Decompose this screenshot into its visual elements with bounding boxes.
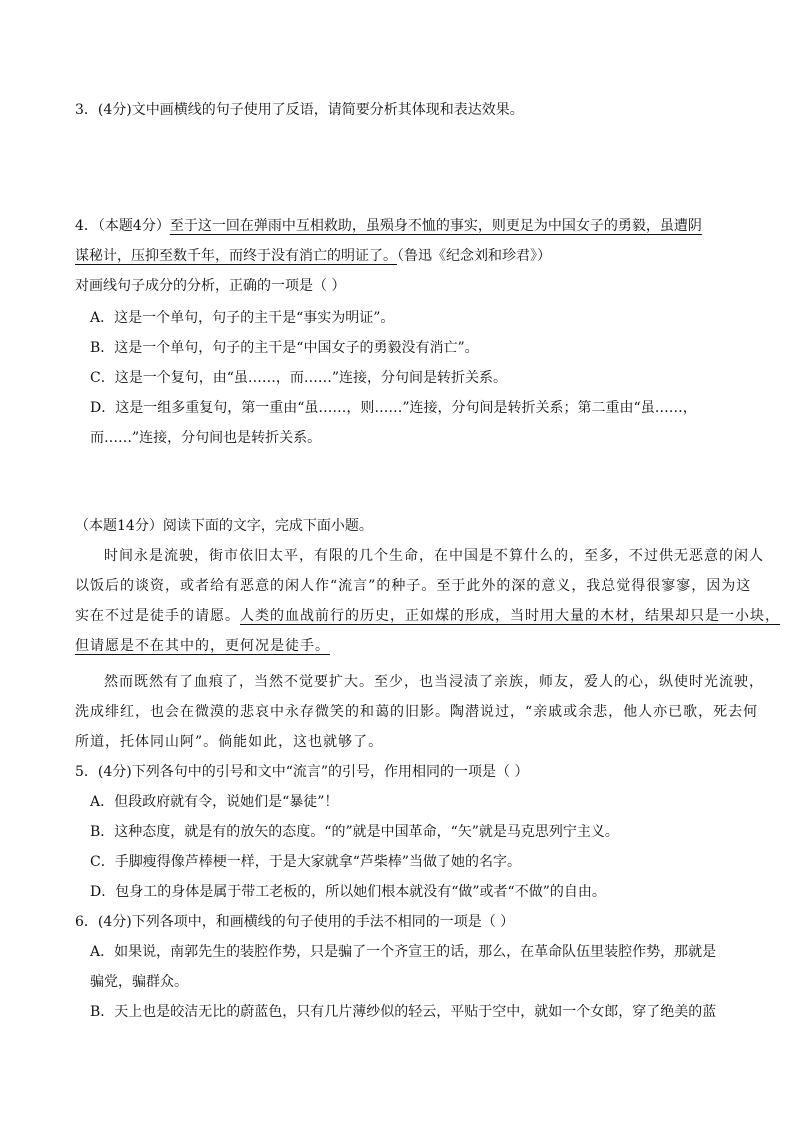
passage-underlined-sentence-part-2: 但请愿是不在其中的，更何况是徒手。 xyxy=(75,638,330,654)
passage-p1-line-3-plain: 实在不过是徒手的请愿。 xyxy=(75,608,240,624)
passage-intro: （本题14分）阅读下面的文字，完成下面小题。 xyxy=(75,518,373,534)
q6-option-b-line-1: B．天上也是皎洁无比的蔚蓝色，只有几片薄纱似的轻云，平贴于空中，就如一个女郎，穿了绝美的蓝 xyxy=(90,1004,717,1020)
q4-line-2 xyxy=(75,246,551,266)
q4-stem: 对画线句子成分的分析，正确的一项是（ ） xyxy=(75,278,346,294)
q4-option-a: A．这是一个单句，句子的主干是“事实为明证”。 xyxy=(90,310,395,326)
q5-option-c: C．手脚瘦得像芦棒梗一样，于是大家就拿“芦柴棒”当做了她的名字。 xyxy=(90,854,522,870)
q4-option-d-line-1: D．这是一组多重复句，第一重由“虽……，则……”连接，分句间是转折关系；第二重由“虽……， xyxy=(90,400,697,416)
q4-option-d-line-2: 而……”连接，分句间也是转折关系。 xyxy=(90,430,322,446)
q3-text: 3．(4分)文中画横线的句子使用了反语，请简要分析其体现和表达效果。 xyxy=(75,102,524,118)
passage-p2-line-1: 然而既然有了血痕了，当然不觉要扩大。至少，也当浸渍了亲族，师友，爱人的心，纵使时光流驶， xyxy=(104,674,764,690)
q5-stem: 5．(4分)下列各句中的引号和文中“流言”的引号，作用相同的一项是（ ） xyxy=(75,764,529,780)
passage-p1-line-3 xyxy=(75,606,780,626)
q5-option-a: A．但段政府就有令，说她们是“暴徒”！ xyxy=(90,794,339,810)
q6-option-a-line-1: A．如果说，南郭先生的装腔作势，只是骗了一个齐宣王的话，那么，在革命队伍里装腔作势，那就是 xyxy=(90,944,717,960)
q4-underlined-sentence-part-2: 谋秘计，压抑至数千年，而终于没有消亡的明证了。 xyxy=(75,248,397,264)
q4-source: （鲁迅《纪念刘和珍君》） xyxy=(397,248,551,264)
passage-p2-line-2: 洗成绯红，也会在微漠的悲哀中永存微笑的和蔼的旧影。陶潜说过，“亲戚或余悲，他人亦已歌，死去何 xyxy=(75,704,759,720)
passage-p1-line-2: 以饭后的谈资，或者给有恶意的闲人作“流言”的种子。至于此外的深的意义，我总觉得很寥寥，因为这 xyxy=(75,578,752,594)
q4-option-c: C．这是一个复句，由“虽……，而……”连接，分句间是转折关系。 xyxy=(90,370,508,386)
q4-line-1 xyxy=(75,216,702,236)
passage-p1-line-4 xyxy=(75,636,330,656)
passage-p2-line-3: 所道，托体同山阿”。倘能如此，这也就够了。 xyxy=(75,734,384,750)
passage-underlined-sentence-part-1: 人类的血战前行的历史，正如煤的形成，当时用大量的木材，结果却只是一小块， xyxy=(240,608,780,624)
q5-option-b: B．这种态度，就是有的放矢的态度。“的”就是中国革命，“矢”就是马克思列宁主义。 xyxy=(90,824,619,840)
q6-stem: 6．(4分)下列各项中，和画横线的句子使用的手法不相同的一项是（ ） xyxy=(75,914,515,930)
q4-option-b: B．这是一个单句，句子的主干是“中国女子的勇毅没有消亡”。 xyxy=(90,340,479,356)
q4-prefix: 4．（本题4分） xyxy=(75,218,170,234)
q5-option-d: D．包身工的身体是属于带工老板的，所以她们根本就没有“做”或者“不做”的自由。 xyxy=(90,884,606,900)
passage-p1-line-1: 时间永是流驶，街市依旧太平，有限的几个生命，在中国是不算什么的，至多，不过供无恶意的闲人 xyxy=(104,548,764,564)
q4-underlined-sentence-part-1: 至于这一回在弹雨中互相救助，虽殒身不恤的事实，则更足为中国女子的勇毅，虽遭阴 xyxy=(169,218,702,234)
q6-option-a-line-2: 骗党，骗群众。 xyxy=(90,974,188,990)
